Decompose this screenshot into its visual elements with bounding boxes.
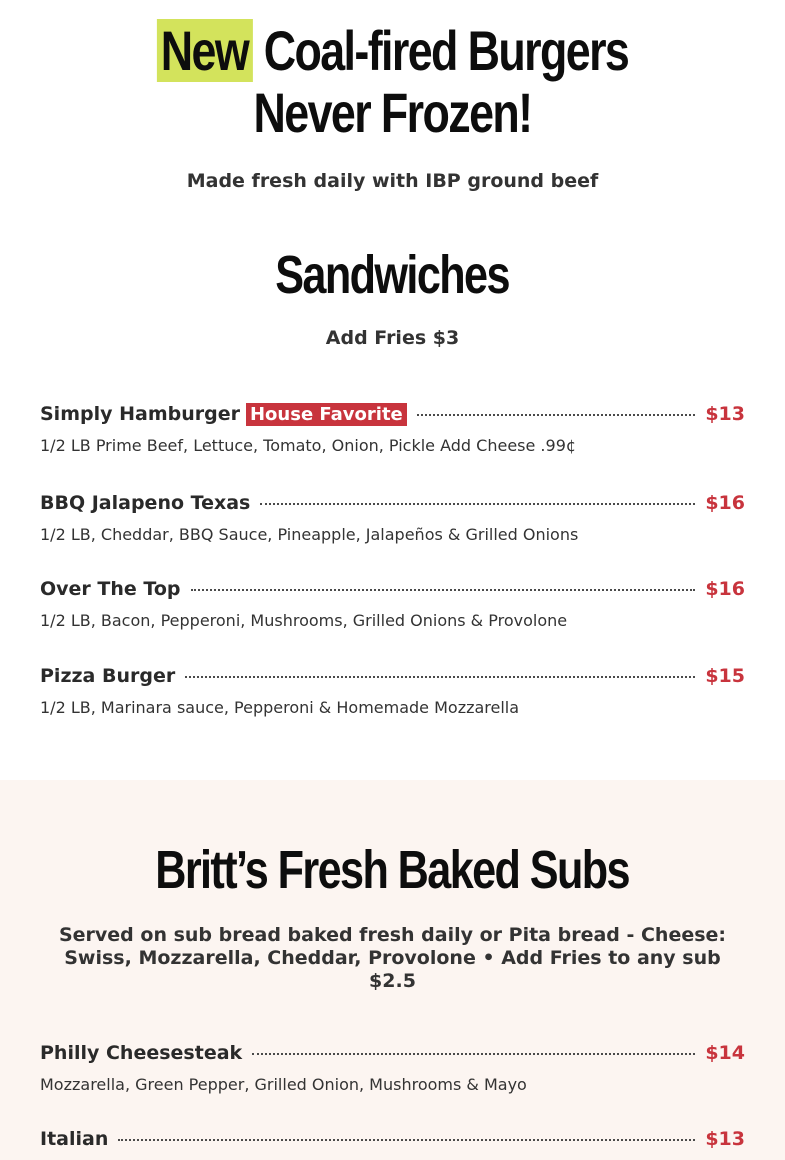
menu-item-italian	[40, 1125, 745, 1153]
dotted-leader	[252, 1053, 695, 1055]
hero-title	[20, 20, 765, 144]
subs-title: Britt’s Fresh Baked Subs	[155, 840, 630, 900]
item-price: $16	[705, 578, 745, 600]
item-price: $13	[705, 403, 745, 425]
item-price: $13	[705, 1128, 745, 1150]
new-highlight: New	[157, 19, 253, 82]
menu-item-simply-hamburger	[40, 400, 745, 455]
hero-title-text: Coal-fired Burgers Never Frozen!	[252, 19, 629, 144]
subs-note: Served on sub bread baked fresh daily or Pita bread - Cheese: Swiss, Mozzarella, Cheddar, Provolone • Add Fries to any sub $2.5	[58, 924, 727, 992]
item-description: Mozzarella, Green Pepper, Grilled Onion, Mushrooms & Mayo	[40, 1075, 527, 1094]
dotted-leader	[118, 1139, 695, 1141]
item-name: Over The Top	[40, 578, 181, 600]
dotted-leader	[260, 503, 695, 505]
item-name: BBQ Jalapeno Texas	[40, 492, 251, 514]
item-description: 1/2 LB, Bacon, Pepperoni, Mushrooms, Grilled Onions & Provolone	[40, 611, 568, 630]
item-description: 1/2 LB, Cheddar, BBQ Sauce, Pineapple, Jalapeños & Grilled Onions	[40, 525, 579, 544]
menu-item-philly-cheesesteak	[40, 1039, 745, 1094]
sandwiches-title: Sandwiches	[275, 245, 510, 305]
item-name: Pizza Burger	[40, 665, 176, 687]
dotted-leader	[191, 589, 696, 591]
menu-item-over-the-top	[40, 575, 745, 630]
house-favorite-badge: House Favorite	[246, 403, 407, 426]
menu-item-pizza-burger	[40, 662, 745, 717]
dotted-leader	[185, 676, 695, 678]
dotted-leader	[417, 414, 696, 416]
item-description: 1/2 LB Prime Beef, Lettuce, Tomato, Onion, Pickle Add Cheese .99¢	[40, 436, 577, 455]
item-description: 1/2 LB, Marinara sauce, Pepperoni & Homemade Mozzarella	[40, 698, 520, 717]
item-price: $14	[705, 1042, 745, 1064]
menu-item-bbq-jalapeno-texas	[40, 489, 745, 544]
item-name: Italian	[40, 1128, 109, 1150]
sandwiches-note: Add Fries $3	[325, 327, 460, 349]
item-price: $16	[705, 492, 745, 514]
item-name: Simply Hamburger	[40, 403, 240, 425]
hero-subtitle: Made fresh daily with IBP ground beef	[186, 170, 599, 192]
item-price: $15	[705, 665, 745, 687]
item-name: Philly Cheesesteak	[40, 1042, 243, 1064]
